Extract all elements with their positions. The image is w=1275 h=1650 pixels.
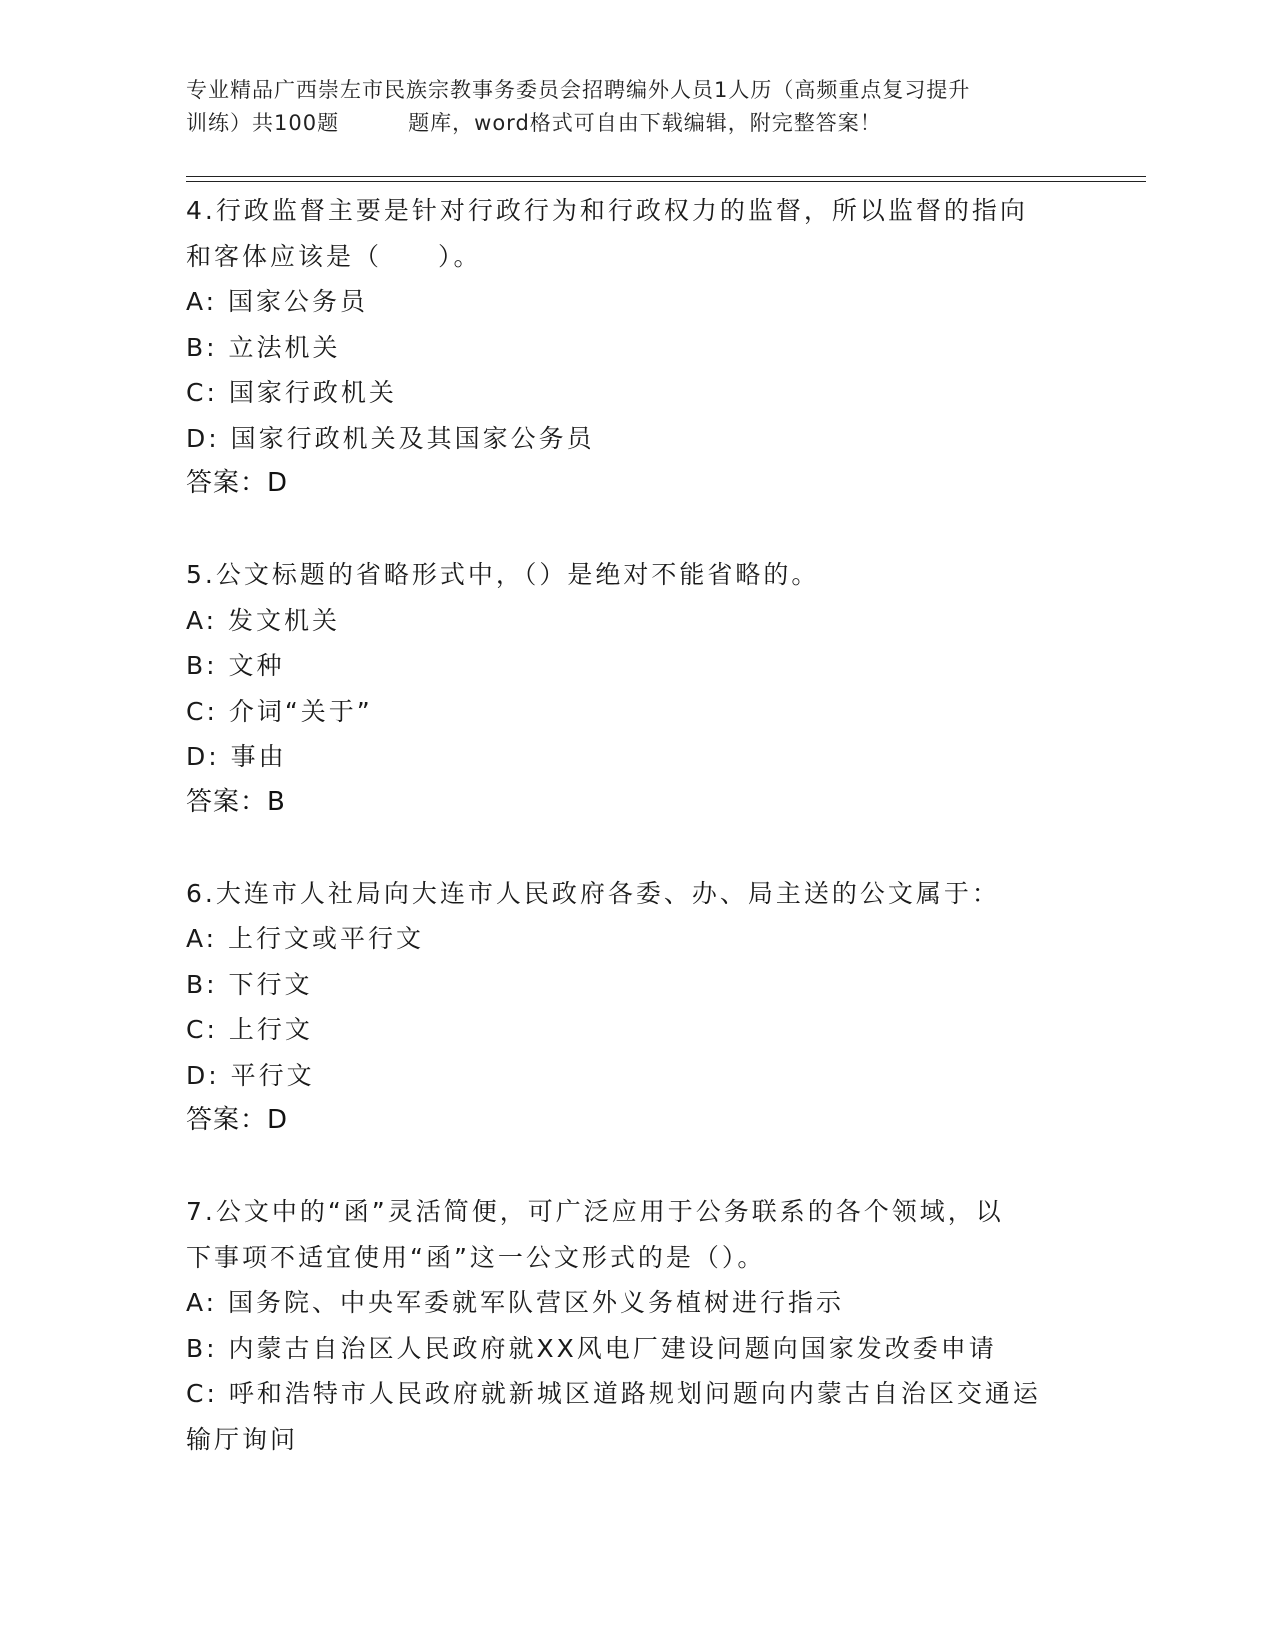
answer-line: 答案：D	[186, 1105, 289, 1135]
header-divider-top	[186, 176, 1146, 177]
question-stem-line: 6.大连市人社局向大连市人民政府各委、办、局主送的公文属于：	[186, 878, 1000, 908]
header-title-line-1: 专业精品广西崇左市民族宗教事务委员会招聘编外人员1人历（高频重点复习提升	[186, 78, 971, 102]
option-c	[186, 1007, 1146, 1053]
option-text: 发文机关	[228, 605, 341, 635]
option-label: A:	[186, 924, 218, 953]
option-label: B:	[186, 332, 218, 362]
question-6	[186, 871, 1146, 1144]
option-c-continued	[186, 1417, 1146, 1463]
option-text: 下行文	[228, 969, 313, 999]
option-label: A:	[186, 605, 218, 635]
option-text: 国家行政机关及其国家公务员	[230, 423, 595, 453]
option-c	[186, 370, 1146, 416]
option-d	[186, 734, 1146, 780]
question-stem-line: 5.公文标题的省略形式中，（）是绝对不能省略的。	[186, 560, 820, 589]
answer-line: 答案：D	[186, 468, 289, 498]
option-text: 上行文	[228, 1015, 313, 1044]
option-text: 国家行政机关	[228, 378, 397, 407]
option-text: 输厅询问	[186, 1424, 299, 1454]
option-text: 介词“关于”	[228, 696, 373, 726]
question-spacer	[186, 507, 1146, 553]
option-label: A:	[186, 1288, 218, 1317]
option-text: 平行文	[230, 1060, 315, 1090]
option-label: C:	[186, 1015, 218, 1044]
question-7	[186, 1189, 1146, 1462]
option-text: 内蒙古自治区人民政府就XX风电厂建设问题向国家发改委申请	[228, 1333, 997, 1363]
question-5	[186, 552, 1146, 825]
question-stem-line: 4.行政监督主要是针对行政行为和行政权力的监督，所以监督的指向	[186, 196, 1028, 225]
option-label: A:	[186, 287, 218, 316]
option-label: D:	[186, 742, 220, 771]
question-stem-line: 下事项不适宜使用“函”这一公文形式的是（）。	[186, 1242, 766, 1272]
option-text: 国家公务员	[228, 287, 369, 316]
question-spacer	[186, 825, 1146, 871]
option-label: C:	[186, 378, 218, 407]
option-label: C:	[186, 696, 218, 726]
option-a	[186, 598, 1146, 644]
option-text: 事由	[230, 742, 287, 771]
option-a	[186, 279, 1146, 325]
option-label: B:	[186, 1333, 218, 1363]
option-text: 国务院、中央军委就军队营区外义务植树进行指示	[228, 1288, 845, 1317]
option-b	[186, 643, 1146, 689]
option-c	[186, 1371, 1146, 1417]
option-text: 上行文或平行文	[228, 924, 425, 953]
header-title-line-2: 训练）共100题 题库，word格式可自由下载编辑，附完整答案！	[186, 111, 882, 135]
answer-line: 答案：B	[186, 786, 286, 817]
option-label: D:	[186, 1060, 220, 1090]
option-text: 立法机关	[228, 332, 341, 362]
question-stem-line: 7.公文中的“函”灵活简便，可广泛应用于公务联系的各个领域，以	[186, 1197, 1004, 1226]
option-d	[186, 1053, 1146, 1099]
option-label: B:	[186, 651, 218, 680]
option-label: D:	[186, 423, 220, 453]
question-4	[186, 188, 1146, 507]
option-label: B:	[186, 969, 218, 999]
option-a	[186, 916, 1146, 962]
option-c	[186, 689, 1146, 735]
question-list	[186, 188, 1146, 1462]
option-text: 呼和浩特市人民政府就新城区道路规划问题向内蒙古自治区交通运	[228, 1379, 1041, 1408]
option-text: 文种	[228, 651, 285, 680]
option-a	[186, 1280, 1146, 1326]
header-divider-bottom	[186, 181, 1146, 182]
option-d	[186, 416, 1146, 462]
option-b	[186, 325, 1146, 371]
option-label: C:	[186, 1379, 218, 1408]
option-b	[186, 962, 1146, 1008]
option-b	[186, 1326, 1146, 1372]
document-header	[186, 74, 1086, 140]
question-spacer	[186, 1144, 1146, 1190]
question-stem-line: 和客体应该是（ ）。	[186, 241, 482, 271]
